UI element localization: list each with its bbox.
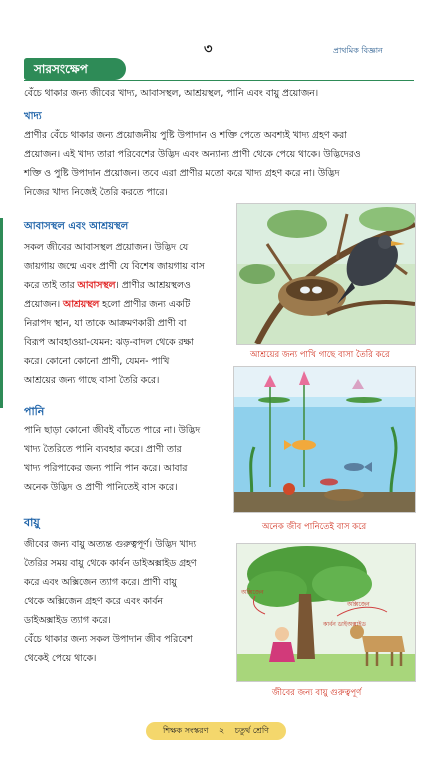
water-line: পানি ছাড়া কোনো জীবই বাঁচতে পারে না। উদ্ভিদ [24,425,201,436]
oxygen-label-right: অক্সিজেন [347,601,370,608]
habitat-line: নিরাপদ স্থান, যা তাকে আক্রমণকারী প্রাণী বা [24,318,187,329]
keyword-shelter: আশ্রয়স্থল [63,299,100,310]
water-illustration [233,366,416,513]
subject-title: প্রাথমিক বিজ্ঞান [333,46,383,55]
keyword-habitat: আবাসস্থল [77,280,116,291]
water-image [234,367,415,512]
habitat-line [24,276,191,295]
air-heading: বায়ু [24,516,40,529]
intro-text: বেঁচে থাকার জন্য জীবের খাদ্য, আবাসস্থল, আশ্রয়স্থল, পানি এবং বায়ু প্রয়োজন। [24,88,319,99]
food-line: প্রাণীর বেঁচে থাকার জন্য প্রয়োজনীয় পুষ্টি উপাদান ও শক্তি পেতে অবশ্যই খাদ্য গ্রহণ করা [24,130,347,141]
habitat-line-text: হলো প্রাণীর জন্য একটি [99,299,191,310]
footer-number: ২ [218,726,225,735]
habitat-heading: আবাসস্থল এবং আশ্রয়স্থল [24,221,129,232]
habitat-line [24,295,190,314]
food-line: শক্তি ও পুষ্টি উপাদান প্রয়োজন। তবে এরা প্রাণীর মতো করে খাদ্য গ্রহণ করে না। উদ্ভিদ [24,168,340,179]
air-line: থেকেই পেয়ে থাকে। [24,653,97,664]
habitat-line: আশ্রয়ের জন্য গাছে বাসা তৈরি করে। [24,375,160,386]
oxygen-label-left: অক্সিজেন [241,589,264,596]
habitat-line-text: প্রয়োজন। [24,299,63,310]
food-heading: খাদ্য [24,111,42,122]
water-line: খাদ্য পরিপাকের জন্য পানি পান করে। আবার [24,463,188,474]
side-bar [0,218,3,408]
nest-caption: আশ্রয়ের জন্য পাখি গাছে বাসা তৈরি করে [250,350,390,360]
footer-grade: চতুর্থ শ্রেণি [234,726,269,735]
food-line: প্রয়োজন। এই খাদ্য তারা পরিবেশের উদ্ভিদ এবং অন্যান্য প্রাণী থেকে পেয়ে থাকে। উদ্ভিদেরও [24,149,361,160]
habitat-line-text: । প্রাণীর আশ্রয়স্থলও [115,280,191,291]
food-line: নিজের খাদ্য নিজেই তৈরি করতে পারে। [24,187,168,198]
habitat-line: জায়গায় জন্মে এবং প্রাণী যে বিশেষ জায়গায় বাস [24,261,205,272]
nest-image [237,204,415,344]
air-line: ডাইঅক্সাইড ত্যাগ করে। [24,615,111,626]
air-line: থেকে অক্সিজেন গ্রহণ করে এবং কার্বন [24,596,163,607]
banner-rule [24,80,414,81]
footer-edition: শিক্ষক সংস্করণ [163,726,209,735]
air-line: তৈরির সময় বায়ু থেকে কার্বন ডাইঅক্সাইড গ্রহণ [24,558,197,569]
air-image [237,544,415,681]
water-line: অনেক উদ্ভিদ ও প্রাণী পানিতেই বাস করে। [24,482,178,493]
water-line: খাদ্য তৈরিতে পানি ব্যবহার করে। প্রাণী তার [24,444,182,455]
air-illustration [236,543,416,682]
air-line: বেঁচে থাকার জন্য সকল উপাদান জীব পরিবেশ [24,634,193,645]
nest-illustration [236,203,416,345]
summary-banner: সারসংক্ষেপ [24,58,126,80]
air-line: জীবের জন্য বায়ু অত্যন্ত গুরুত্বপূর্ণ। উদ্ভিদ খাদ্য [24,539,197,550]
page-footer [146,722,286,740]
habitat-line: বিরূপ আবহাওয়া-যেমন: ঝড়-বাদল থেকে রক্ষা [24,337,194,348]
air-line: করে এবং অক্সিজেন ত্যাগ করে। প্রাণী বায়ু [24,577,177,588]
co2-label: কার্বন ডাইঅক্সাইড [323,621,366,628]
water-heading: পানি [24,405,45,418]
habitat-line: সকল জীবের আবাসস্থল প্রয়োজন। উদ্ভিদ যে [24,242,189,253]
page-number: ৩ [204,42,213,57]
habitat-line: করে। কোনো কোনো প্রাণী, যেমন- পাখি [24,356,170,367]
habitat-line-text: করে তাই তার [24,280,78,291]
water-caption: অনেক জীব পানিতেই বাস করে [262,522,367,532]
air-caption: জীবের জন্য বায়ু গুরুত্বপূর্ণ [272,688,362,698]
